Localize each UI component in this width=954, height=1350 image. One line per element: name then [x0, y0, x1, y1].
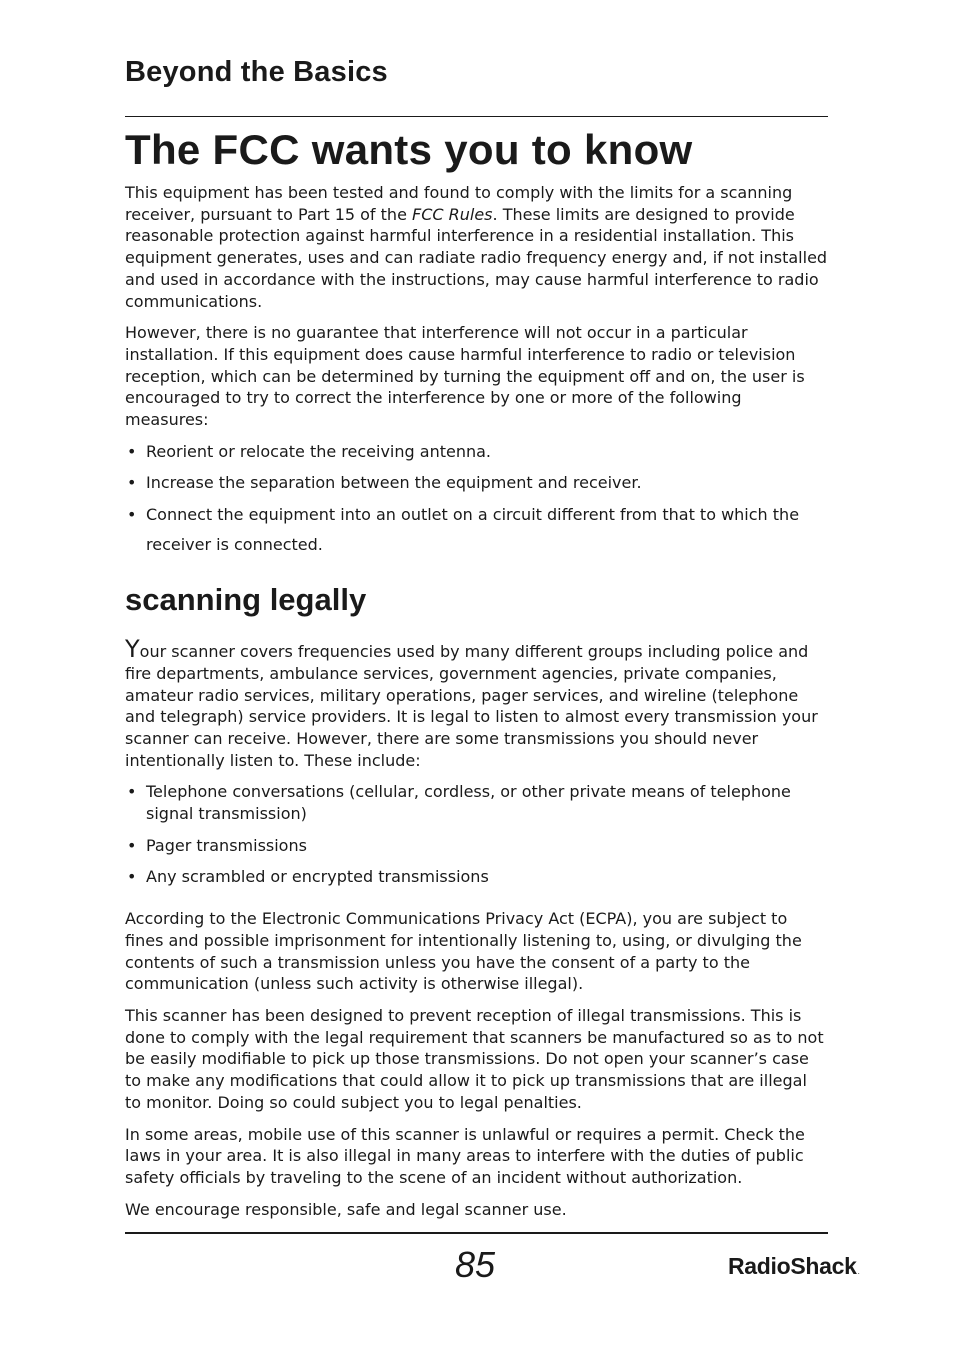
fcc-paragraph-1	[125, 182, 828, 312]
list-item: • Connect the equipment into an outlet on a circuit different from that to which the receiver is connected.	[125, 500, 828, 560]
ecpa-paragraph: According to the Electronic Communications Privacy Act (ECPA), you are subject to fines and possible imprisonment for intentionally listening to, using, or divulging the contents of such a transmission unless you have the consent of a party to the communication (unless such activity is otherwise illegal).	[125, 909, 802, 994]
fcc-paragraph-2: However, there is no guarantee that interference will not occur in a particular installation. If this equipment does cause harmful interference to radio or television reception, which can be determined by turning the equipment off and on, the user is encouraged to try to correct the interference by one or more of the following measures:	[125, 323, 805, 430]
header-divider	[125, 116, 828, 117]
design-paragraph: This scanner has been designed to prevent reception of illegal transmissions. This is done to comply with the legal requirement that scanners be manufactured so as to not be easily modifiable to pick up those transmissions. Do not open your scanner’s case to make any modifications that could allow it to pick up transmissions that are illegal to monitor. Doing so could subject you to legal penalties.	[125, 1005, 824, 1112]
fcc-rules-reference: FCC Rules	[412, 204, 493, 224]
page-title: The FCC wants you to know	[125, 126, 693, 173]
drop-cap: Y	[125, 635, 140, 664]
list-item: • Reorient or relocate the receiving antenna.	[125, 441, 828, 463]
list-item: • Pager transmissions	[125, 835, 828, 857]
radioshack-logo	[728, 1255, 860, 1278]
scanning-paragraph-1-text: our scanner covers frequencies used by many different groups including police and fire departments, ambulance services, government agencies, private companies, amateur radio services, military operations, pager services, and wireline (telephone and telegraph) service providers. It is legal to listen to almost every transmission your scanner can receive. However, there are some transmissions you should never intentionally listen to. These include:	[125, 642, 818, 770]
logo-text: RadioShack	[728, 1253, 857, 1279]
document-page	[125, 0, 860, 1350]
closing-paragraph: We encourage responsible, safe and legal scanner use.	[125, 1199, 567, 1219]
mobile-use-paragraph: In some areas, mobile use of this scanner is unlawful or requires a permit. Check the laws in your area. It is also illegal in many areas to interfere with the duties of public safety officials by traveling to the scene of an incident without authorization.	[125, 1124, 805, 1187]
content-body	[125, 182, 828, 1230]
spacer	[125, 898, 828, 908]
prohibited-transmissions-list	[125, 781, 828, 888]
fcc-paragraph-1-text-b: . These limits are designed to provide reasonable protection against harmful interference in a residential installation. This equipment generates, uses and can radiate radio frequency energy and, if not installed and used in accordance with the instructions, may cause harmful interference to radio communications.	[125, 204, 828, 311]
list-item: • Increase the separation between the equipment and receiver.	[125, 472, 828, 494]
page-number: 85	[454, 1244, 496, 1285]
fcc-paragraph-1-text-a: This equipment has been tested and found to comply with the limits for a scanning receiver, pursuant to Part 15 of the	[125, 183, 793, 224]
list-item: • Telephone conversations (cellular, cordless, or other private means of telephone signal transmission)	[125, 781, 828, 824]
fcc-measures-list	[125, 441, 828, 560]
list-item: • Any scrambled or encrypted transmissions	[125, 866, 828, 888]
logo-mark: .	[857, 1267, 860, 1276]
scanning-paragraph-1	[125, 637, 828, 771]
footer-divider	[125, 1232, 828, 1234]
section-header: Beyond the Basics	[125, 56, 388, 88]
section-title-scanning-legally: scanning legally	[125, 582, 367, 618]
